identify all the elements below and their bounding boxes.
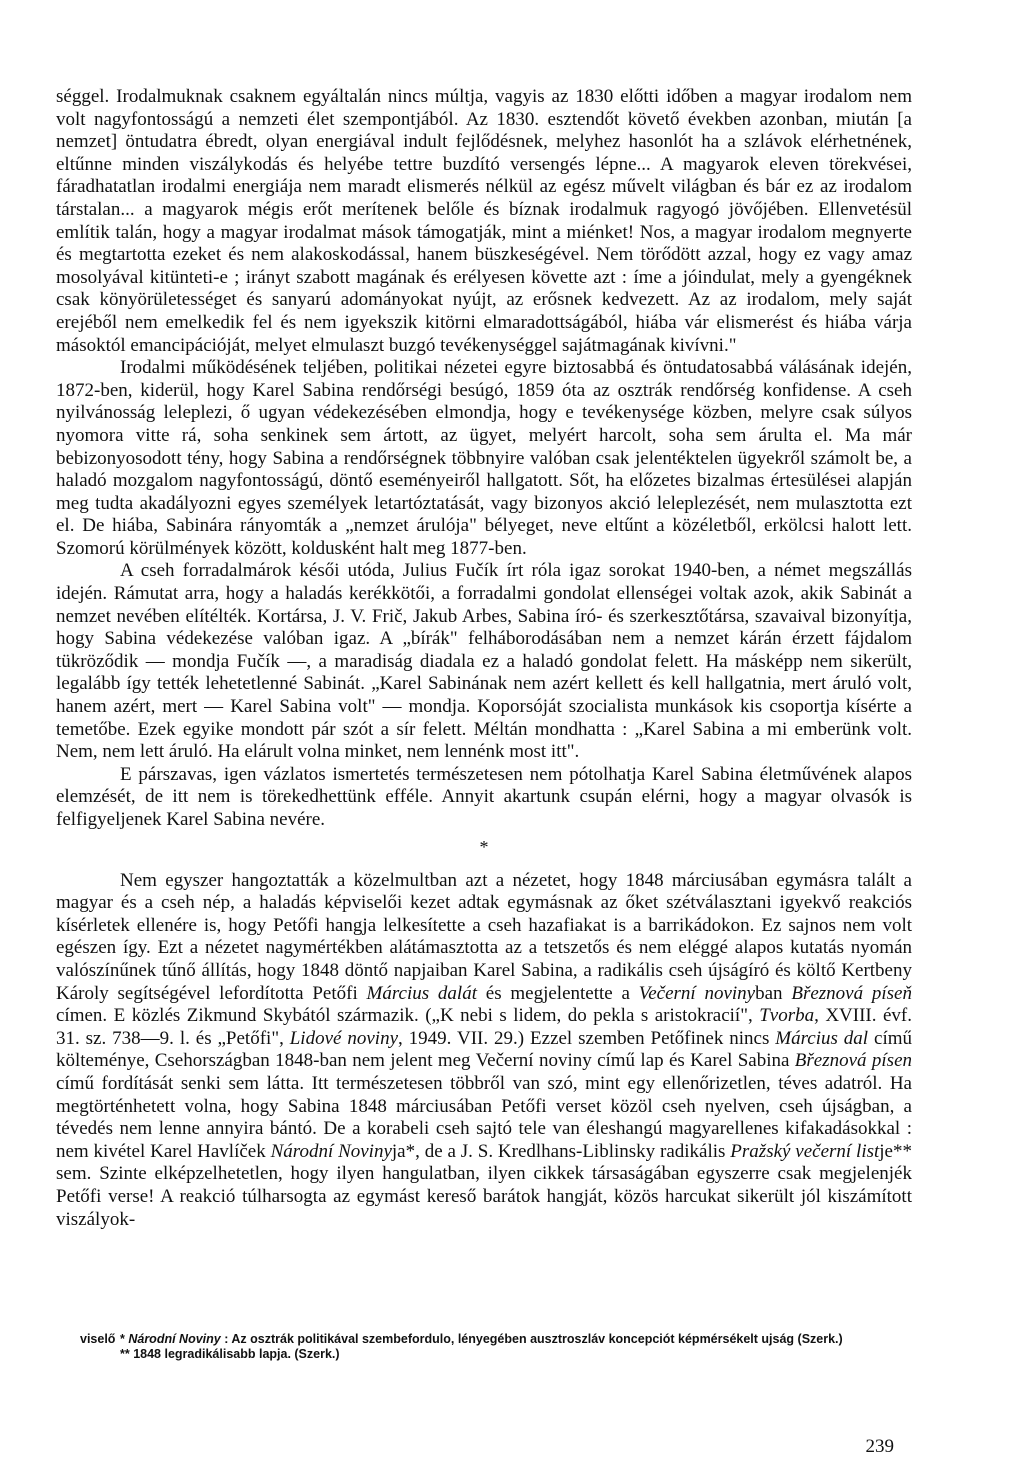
text-run: , XVIII. évf. 31. sz. 738—9. l. és „Petőfi",: [56, 1005, 912, 1049]
text-run: Nem egyszer hangoztatták a közelmultban azt a nézetet, hogy 1848 márciusában egymásra talált a magyar és a cseh nép, a haladás képviselői kezet adtak egymásnak az őket szétválasztani igyekvő reakciós kísérletek ellenére is, hogy Petőfi hangja lelkesítette a cseh hazafiakat is a barrikádokon. Ez sajnos nem volt egészen így. Ezt a nézetet nagymértékben alátámasztotta az a tetszetős és nem eléggé alapos kutatás nyomán valószínűnek tűnő állítás, hogy 1848 döntő napjaiban Karel Sabina, a radikális cseh újságíró és költő Kertbeny Károly segítségével lefordította Petőfi: [56, 869, 912, 1004]
footnote-marker: *: [120, 1332, 129, 1346]
text-run: ja*, de a J. S. Kredlhans-Liblinsky radikális: [391, 1140, 731, 1162]
footnote-title: Národní Noviny: [128, 1332, 221, 1346]
page-number: 239: [865, 1436, 894, 1457]
text-run: című fordítását senki sem látta. Itt természetesen többről van szó, mint egy ellenőrizetlen, téves adatról. Ha megtörténhetett volna, hogy Sabina 1848 márciusában Petőfi verset közöl cseh nyelven, cseh újságban, a tévedés nem lenne annyira bántó. De a korabeli cseh sajtó tele van éleshangú magyarellenes kifakadásokkal : nem kivétel Karel Havlíček: [56, 1072, 912, 1162]
paragraph-4: E párszavas, igen vázlatos ismertetés természetesen nem pótolhatja Karel Sabina életművének alapos elemzését, de itt nem is törekedhettünk efféle. Annyit akartunk csupán elérni, hogy a magyar olvasók is felfigyeljenek Karel Sabina nevére.: [56, 763, 912, 830]
title-run: Tvorba: [759, 1005, 815, 1027]
paragraph-2: Irodalmi működésének teljében, politikai nézetei egyre biztosabbá és öntudatosabbá válásának idején, 1872-ben, kiderül, hogy Karel Sabina rendőrségi besúgó, 1859 óta az osztrák rendőrség konfidense. A cseh nyilvánosság leleplezi, ő ugyan védekezésében elmondja, hogy e tevékenysége közben, melyre csak súlyos nyomora vitte rá, soha senkinek sem ártott, az ügyet, melyért harcolt, soha sem árulta el. Ma már bebizonyosodott tény, hogy Sabina a rendőrségnek többnyire valóban csak jelentéktelen ügyekről számolt be, a haladó mozgalom nagyfontosságú, döntő eseményeiről hallgatott. Sőt, ha előzetes bizalmas értesülései alapján meg tudta akadályozni egyes személyek letartóztatását, vagy bizonyos akció leleplezését, nem mulasztotta ezt el. De hiába, Sabinára rányomták a „nemzet árulója" bélyeget, neve eltűnt a közéletből, erkölcsi halott lett. Szomorú körülmények között, koldusként halt meg 1877-ben.: [56, 357, 912, 559]
title-run: Március dal: [775, 1027, 869, 1049]
footnote-2: [80, 1347, 900, 1362]
text-run: című költeménye, Csehországban 1848-ban nem jelent meg Večerní noviny című lap és Karel Sabina: [56, 1027, 912, 1072]
title-run: Národní Noviny: [270, 1140, 392, 1162]
footnote-1: [80, 1332, 900, 1347]
page-body: [56, 86, 912, 1231]
paragraph-1: séggel. Irodalmuknak csaknem egyáltalán nincs múltja, vagyis az 1830 előtti időben a magyar irodalom nem volt nagyfontosságú a nemzeti élet szempontjából. Az 1830. esztendőt követő években azonban, miután [a nemzet] öntudatra ébredt, olyan energiával indult fejlődésnek, melyhez hasonlót ha a szlávok elérhetnének, eltűnne minden viszálykodás és helyébe tettre buzdító versengés lépne... A magyarok eleven törekvései, fáradhatatlan irodalmi energiája nem maradt elismerés nélkül az egész művelt világban és bár ez az irodalom társtalan... a magyarok mégis erőt merítenek belőle és bíznak irodalmuk ragyogó jövőjében. Ellenvetésül említik talán, hogy a magyar irodalmat mások támogatják, mint a miénket! Nos, a magyar irodalom megnyerte és megtartotta ezeket és nem alakoskodással, hanem büszkeségével. Nem törődött azzal, hogy ez vagy amaz mosolyával kitünteti-e ; irányt szabott magának és erélyesen követte azt : íme a jóindulat, mely a gyengéknek csak könyörületességet és sanyarú adományokat nyújt, az erősnek kedvezett. Az az irodalom, mely saját erejéből nem emelkedik fel és nem igyekszik kitörni elmaradottságából, hiába vár elismerést és hiába várja másoktól emancipációját, melyet elmulaszt buzgó tevékenységgel sajátmagának kivívni.": [56, 86, 912, 356]
paragraph-5: [56, 870, 912, 1232]
text-run: , 1949. VII. 29.) Ezzel szemben Petőfinek nincs: [398, 1027, 776, 1049]
footnote-spacer: [80, 1347, 120, 1362]
footnote-2-text: ** 1848 legradikálisabb lapja. (Szerk.): [120, 1347, 340, 1361]
paragraph-3: A cseh forradalmárok késői utóda, Julius Fučík írt róla igaz sorokat 1940-ben, a német megszállás idején. Rámutat arra, hogy a haladás kerékkötői, a forradalmi gondolat ellenségei voltak azok, akik Sabinát a nemzet nevében elítélték. Kortársa, J. V. Frič, Jakub Arbes, Sabina író- és szerkesztőtársa, szavaival bizonyítja, hogy Sabina védekezése valóban igaz. A „bírák" felháborodásában nem a nemzet kárán érzett fájdalom tükröződik — mondja Fučík —, a maradiság diadala ez a haladó gondolat felett. Ha másképp nem sikerült, legalább így tették lehetetlenné Sabinát. „Karel Sabinának nem azért kellett és kell hallgatnia, mert áruló volt, hanem azért, mert — Karel Sabina volt" — mondja. Koporsóját szocialista munkások kis csoportja kísérte a temetőbe. Ezek egyike mondott pár szót a sír felett. Méltán mondhatta : „Karel Sabina a mi emberünk volt. Nem, nem lett áruló. Ha elárult volna minket, nem lennénk most itt".: [56, 560, 912, 763]
text-run: je** sem. Szinte elképzelhetetlen, hogy ilyen hangulatban, ilyen cikkek társaságában egyszerre csak megjelenjék Petőfi verse! A reakció túlharsogta az egymást kereső barátok hangját, közös harcukat sikerült jól kiszámított viszályok-: [56, 1140, 912, 1230]
footnote-1-text: [120, 1332, 900, 1347]
title-run: Večerní noviny: [638, 982, 756, 1004]
title-run: Březnová písen: [794, 1050, 913, 1072]
text-run: és megjelentette a: [477, 982, 639, 1004]
text-run: címen. E közlés Zikmund Skybától származik. („K nebi s lidem, do pekla s aristokracií",: [56, 1005, 760, 1027]
footnotes: [80, 1332, 900, 1362]
title-run: Březnová píseň: [791, 982, 912, 1004]
text-run: ban: [755, 982, 792, 1004]
title-run: Március dalát: [366, 982, 477, 1004]
section-separator: *: [479, 836, 489, 857]
title-run: Pražský večerní list: [730, 1140, 880, 1162]
title-run: Lidové noviny: [289, 1027, 399, 1049]
footnote-body: : Az osztrák politikával szembefordulo, lényegében ausztroszláv koncepciót képmérsékelt ujság (Szerk.): [224, 1332, 843, 1346]
footnote-label: viselő: [80, 1332, 116, 1346]
